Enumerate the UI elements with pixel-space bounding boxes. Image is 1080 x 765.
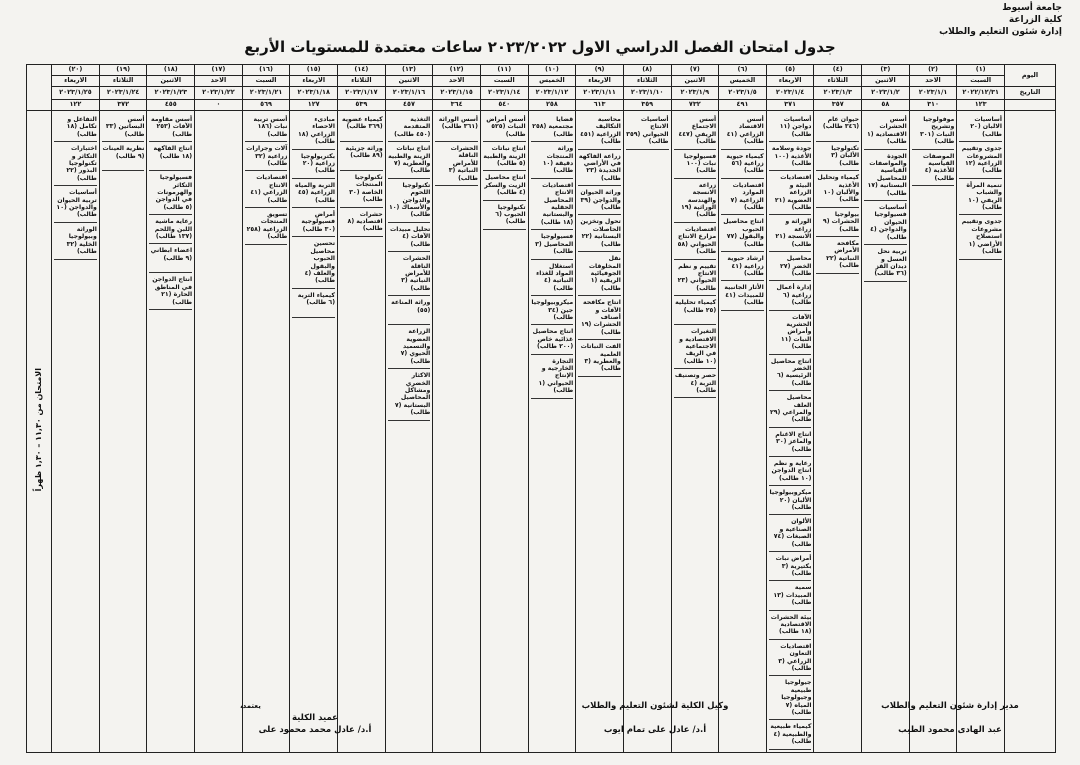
exam-entry: التربة والمياه الزراعية (٤٥ طالب) [292, 179, 335, 208]
exam-entry: أسس مقاومة الآفات (٢٥٣ طالب) [149, 113, 192, 142]
day-number-row [27, 65, 1056, 76]
exam-date: ٢٠٢٣/١/١٤ [480, 87, 528, 100]
date-label [1005, 87, 1056, 100]
day-exams-cell [814, 111, 862, 753]
exam-entry: جودة وسلامة الأغذية (١٠٠ طالب) [769, 142, 812, 171]
exam-date: ٢٠٢٣/١/٢ [862, 87, 910, 100]
page-header [939, 2, 1062, 38]
day-number: (٣) [862, 65, 910, 76]
exam-entry: الوراثة و زراعة الانسجة (٢١ طالب) [769, 215, 812, 252]
exam-date: ٢٠٢٣/١/٢١ [242, 87, 290, 100]
exam-entry: الاكثار الخضري ومشاكل المحاصيل البستانية (٧ طالب) [388, 369, 431, 420]
exam-entry: أسس تربية نبات (١٨٦ طالب) [245, 113, 288, 142]
exam-date: ٢٠٢٣/١/٩ [671, 87, 719, 100]
exam-entry: الآفات الحشرية وأمراض النبات (١١ طالب) [769, 311, 812, 355]
student-count: ٦١٣ [576, 100, 624, 111]
exam-entry: اختبارات التكاثر و تكنولوجيا البذور (٢٢ طالب) [54, 142, 97, 186]
student-count: ٥٨ [862, 100, 910, 111]
weekday-name: الثلاثاء [338, 76, 386, 87]
weekday-name: الثلاثاء [99, 76, 147, 87]
exam-entry: حصر وتصنيف التربة (٤ طالب) [674, 369, 717, 398]
day-exams-cell [385, 111, 433, 753]
exam-entry: انتاج الفاكهة (١٨ طالب) [149, 142, 192, 171]
exam-entry: تكنولوجيا الألبان (٣ طالب) [816, 142, 859, 171]
exam-entry: التغيرات الاقتصادية و الاجتماعية في الريف (١٠ طالب) [674, 325, 717, 369]
exam-entry: أسس الحشرات الاقتصادية (١ طالب) [864, 113, 907, 150]
exam-entry: وراثة جزيئية (٨٩ طالب) [340, 142, 383, 171]
day-number: (٢) [909, 65, 957, 76]
day-exams-cell [671, 111, 719, 753]
weekday-name: الاثنين [671, 76, 719, 87]
exam-entry: قضايا مجتمعية (٢٥٨ طالب) [531, 113, 574, 142]
day-exams-cell [766, 111, 814, 753]
exam-date: ٢٠٢٣/١/٤ [766, 87, 814, 100]
exam-entry: موفولوجيا وتشريح النبات (٣٠١ طالب) [912, 113, 955, 150]
day-number: (١٥) [290, 65, 338, 76]
exam-entry: الحشرات الناقلة للأمراض النباتية (٣ طالب) [435, 142, 478, 186]
exam-date: ٢٠٢٣/١/١٢ [528, 87, 576, 100]
exam-entry: أسس البساتين (٣٣ طالب) [102, 113, 145, 142]
exam-entry: بيئة الحشرات الاقتصادية (١٨ طالب) [769, 611, 812, 640]
exam-date: ٢٠٢٣/١/٣ [814, 87, 862, 100]
exam-entry: تحسين محاصيل الحبوب والبقول والعلف (٤ طالب) [292, 237, 335, 288]
time-column-cell [27, 111, 52, 753]
day-exams-cell [528, 111, 576, 753]
date-label-text: التاريخ [1019, 88, 1041, 97]
exam-entry: الألوان الصناعية و الصبغات (٧٤ طالب) [769, 515, 812, 552]
faculty-name: كلية الزراعة [1008, 15, 1062, 25]
exam-entry: اقتصاديات الانتاج الزراعي (٤١ طالب) [245, 171, 288, 208]
student-count: ٢٥٨ [528, 100, 576, 111]
exam-entry: رعاية و نظم انتاج الدواجن (١٠ طالب) [769, 457, 812, 486]
exam-time-label: الامتحان من ١١,٣٠ – ١,٣٠ ظهراً [34, 368, 44, 492]
weekday-name: الخميس [719, 76, 767, 87]
exam-entry: انتاج نباتات الزينة والطبية والعطرية (٧ طالب) [388, 142, 431, 179]
university-name: جامعة أسيوط [1002, 3, 1062, 13]
exam-entry: انتاج محاصيل الحبوب والبقول (٧٧ طالب) [721, 215, 764, 252]
dean-signature [240, 700, 390, 736]
weekday-name: الثلاثاء [623, 76, 671, 87]
student-count: ١٢٢ [52, 100, 100, 111]
exam-entry: تحليل مبيدات الآفات (٤ طالب) [388, 223, 431, 252]
weekday-name: السبت [242, 76, 290, 87]
day-exams-cell [909, 111, 957, 753]
student-count: ٠ [195, 100, 243, 111]
exam-entry: مبادىء الاحصاء الزراعي (١٨ طالب) [292, 113, 335, 150]
day-number: (١٧) [195, 65, 243, 76]
exam-entry: كيمياء حيوية زراعية (٥٦ طالب) [721, 150, 764, 179]
exam-entry: ارشاد حيوية زراعية (٤١ طالب) [721, 252, 764, 281]
weekday-name: الاربعاء [576, 76, 624, 87]
student-count: ٧٣٢ [671, 100, 719, 111]
exam-entry: أساسيات فسيولوجيا الحيوان والدواجن (٤ طالب) [864, 201, 907, 245]
exam-entry: الأثار الجانبية للمبيدات (٤١ طالب) [721, 281, 764, 310]
exam-entry: اقتصاديات البيئة و الزراعة العضوية (٢١ طالب) [769, 171, 812, 215]
exam-entry: تكنولوجيا المنتجات الخاصة (٣٠ طالب) [340, 171, 383, 208]
day-number: (٩) [576, 65, 624, 76]
student-count: ١٢٣ [957, 100, 1005, 111]
exam-date: ٢٠٢٢/١٢/٣١ [957, 87, 1005, 100]
day-exams-cell [338, 111, 386, 753]
day-exams-cell [147, 111, 195, 753]
exam-entry: وراثة الحيوان والدواجن (٣٩ طالب) [578, 186, 621, 215]
weekday-name: الاحد [909, 76, 957, 87]
weekday-row [27, 76, 1056, 87]
exam-entry: ميكروبيولوجيا الألبان (٢٠ طالب) [769, 486, 812, 515]
day-number: (١٩) [99, 65, 147, 76]
exam-date: ٢٠٢٣/١/١٠ [623, 87, 671, 100]
exam-entry: أسس الوراثة (٣٦١ طالب) [435, 113, 478, 142]
student-count: ٤٥٧ [385, 100, 433, 111]
exam-entry: محاصيل الخضر (٢٧ طالب) [769, 252, 812, 281]
student-count: ٣٧٢ [99, 100, 147, 111]
exam-entry: تحول وتخزين الحاصلات البستانية (٢٢ طالب) [578, 215, 621, 252]
exam-entry: الجودة والمواصفات القياسية للمحاصيل البستانية (١٧ طالب) [864, 150, 907, 201]
day-exams-cell [957, 111, 1005, 753]
student-count-row [27, 100, 1056, 111]
exam-entry: انتاج نباتات الزينة والطبية (٥ طالب) [483, 142, 526, 171]
exam-entry: كيمياء تحليلية (٢٥ طالب) [674, 296, 717, 325]
day-exams-cell [195, 111, 243, 753]
student-count: ٣١٠ [909, 100, 957, 111]
day-number: (١٣) [385, 65, 433, 76]
day-number: (٧) [671, 65, 719, 76]
day-number: (١٨) [147, 65, 195, 76]
exam-entry: الفت النباتات العلمية والعطرية (٣ طالب) [578, 340, 621, 377]
exam-entry: الوراثة وبيولوجيا الخلية (٣٢ طالب) [54, 223, 97, 260]
exam-entry: وراثة المنتجات دقيقة (١٠ طالب) [531, 142, 574, 179]
time-label-cell [1005, 111, 1056, 753]
exam-entry: أساسيات الالبان (٢٠ طالب) [959, 113, 1002, 142]
exam-entry: انتاج محاصيل غذائية خاص (٢٠٠ طالب) [531, 325, 574, 354]
day-label-text: اليوم [1021, 70, 1039, 79]
exam-entry: أساسيات تربية الحيوان والدواجن (١٠ طالب) [54, 186, 97, 223]
student-count: ٥٦٩ [242, 100, 290, 111]
weekday-name: الخميس [528, 76, 576, 87]
day-number: (١٤) [338, 65, 386, 76]
exam-entry: انتاج الاغنام والماعز (٣٠ طالب) [769, 428, 812, 457]
count-label [1005, 100, 1056, 111]
day-number: (١٠) [528, 65, 576, 76]
dean-name: أ.د/ عادل محمد محمود على [258, 725, 372, 735]
manager-signature [835, 700, 1065, 736]
exam-entry: الموصفات القياسية للأغذية (٤ طالب) [912, 150, 955, 187]
day-label [1005, 65, 1056, 87]
exam-entry: نظرية العينات (٩ طالب) [102, 142, 145, 171]
exam-entry: أسس الاقتصاد الزراعي (٤١ طالب) [721, 113, 764, 150]
exam-entry: فسيولوجيا التكاثر والهرمونات في الدواجن (٥ طالب) [149, 171, 192, 215]
day-exams-cell [623, 111, 671, 753]
exam-entry: اقتصاديات الانتاج المحاصيل الحقلية والبستانية (١٨ طالب) [531, 179, 574, 230]
exam-entry: تكنولوجيا اللحوم والدواجن والأسماك (١٠ طالب) [388, 179, 431, 223]
exam-entry: رعاية ماشية اللبن واللحم (١٣٧ طالب) [149, 215, 192, 244]
exam-entry: زراعة الانسجة والهندسة الوراثية (١٩ طالب) [674, 179, 717, 223]
exam-entry: وراثة المناعة (٥٥) [388, 296, 431, 325]
exam-entry: أساسيات الانتاج الحيواني (٣٥٩ طالب) [626, 113, 669, 150]
day-number: (٨) [623, 65, 671, 76]
day-exams-cell [576, 111, 624, 753]
exam-entry: كيمياء وتحليل الأغذية والألبان (١٠ طالب) [816, 171, 859, 208]
exam-date: ٢٠٢٣/١/١٥ [433, 87, 481, 100]
exam-entry: تقييم و نظم الانتاج الحيواني (٢٣ طالب) [674, 260, 717, 297]
weekday-name: الاربعاء [766, 76, 814, 87]
weekday-name: الاثنين [147, 76, 195, 87]
day-exams-cell [862, 111, 910, 753]
day-number: (٦) [719, 65, 767, 76]
department-name: إدارة شئون التعليم والطلاب [939, 27, 1062, 37]
weekday-name: الثلاثاء [814, 76, 862, 87]
student-count: ١٢٧ [290, 100, 338, 111]
weekday-name: السبت [957, 76, 1005, 87]
exam-entry: جيولوجيا طبيعية وجيولوجيا المياه (٧ طالب) [769, 676, 812, 720]
exam-entry: أمراض نبات بكتيرية (٣ طالب) [769, 552, 812, 581]
student-count: ٣٥٩ [623, 100, 671, 111]
exam-entry: تكنولوجيا الحبوب (٦ طالب) [483, 201, 526, 230]
date-row [27, 87, 1056, 100]
exam-entry: اقتصاديات الموارد الزراعية (٧ طالب) [721, 179, 764, 216]
exam-date: ٢٠٢٣/١/١٦ [385, 87, 433, 100]
dean-title: عميد الكلية [292, 713, 338, 723]
exam-entry: تسويق المنتجات الزراعية (٢٥٨ طالب) [245, 208, 288, 245]
exam-entry: حشرات اقتصادية (٨ طالب) [340, 208, 383, 237]
exam-entry: التفاعل و تكامل (١٨ طالب) [54, 113, 97, 142]
day-number: (٥) [766, 65, 814, 76]
exam-entry: تربية نحل العسل و ديدان القز (٣٦ طالب) [864, 245, 907, 282]
day-exams-cell [433, 111, 481, 753]
day-exams-cell [242, 111, 290, 753]
student-count: ٣٦٤ [433, 100, 481, 111]
approved-text: يعتمد، [240, 702, 261, 710]
exam-entry: انتاج محاصيل الزيت والسكر (٤ طالب) [483, 171, 526, 200]
exam-entry: انتاج الدواجن في المناطق الحارة (٢١ طالب) [149, 273, 192, 310]
day-exams-cell [52, 111, 100, 753]
exam-entry: فسيولوجيا نبات (١٠٠ طالب) [674, 150, 717, 179]
student-count: ٣٥٧ [814, 100, 862, 111]
vice-dean-title: وكيل الكلية لشئون التعليم والطلاب [581, 701, 729, 711]
exam-entry: سمية المبيدات (١٣ طالب) [769, 581, 812, 610]
exam-date: ٢٠٢٣/١/٢٣ [147, 87, 195, 100]
student-count: ٥٤٠ [480, 100, 528, 111]
weekday-name: الاحد [433, 76, 481, 87]
exam-entry: فسيولوجيا المحاصيل (٣ طالب) [531, 230, 574, 259]
exam-entry: انتاج محاصيل الخضر الرئيسية (٦ طالب) [769, 355, 812, 392]
exam-entry: إدارة أعمال زراعية (٦ طالب) [769, 281, 812, 310]
weekday-name: الاثنين [862, 76, 910, 87]
student-count: ٣٧١ [766, 100, 814, 111]
exam-entry: بيولوجيا الحشرات (٩ طالب) [816, 208, 859, 237]
exams-row [27, 111, 1056, 753]
exam-entry: التغذية المتقدمة (٤٥٠ طالب) [388, 113, 431, 142]
exam-entry: اقتصاديات التعاون الزراعي (٣ طالب) [769, 640, 812, 677]
exam-entry: كيمياء طبيعية والطبيعية (٤ طالب) [769, 720, 812, 749]
exam-entry: بكتريولوجيا زراعية (٢٠ طالب) [292, 150, 335, 179]
manager-title: مدير إدارة شئون التعليم والطلاب [881, 701, 1019, 711]
day-exams-cell [99, 111, 147, 753]
exam-entry: كيمياء عضوية (٣٦٩ طالب) [340, 113, 383, 142]
exam-entry: اقتصاديات مزارع الانتاج الحيواني (٥٨ طالب) [674, 223, 717, 260]
weekday-name: الاحد [195, 76, 243, 87]
day-exams-cell [719, 111, 767, 753]
exam-date: ٢٠٢٣/١/١ [909, 87, 957, 100]
weekday-name: الاربعاء [52, 76, 100, 87]
exam-entry: مكافحة الأمراض النباتية (٢٢ طالب) [816, 237, 859, 274]
exam-entry: محاسبة التكاليف الزراعية (٤٥١ طالب) [578, 113, 621, 150]
exam-date: ٢٠٢٣/١/٢٥ [52, 87, 100, 100]
exam-date: ٢٠٢٣/١/٥ [719, 87, 767, 100]
page-title: جدول امتحان الفصل الدراسي الاول ٢٠٢٣/٢٠٢٢ ساعات معتمدة للمستويات الأربع [244, 38, 836, 56]
exam-entry: أساسيات دواجن (١١ طالب) [769, 113, 812, 142]
day-number: (٤) [814, 65, 862, 76]
exam-date: ٢٠٢٣/١/١٧ [338, 87, 386, 100]
exam-entry: تنمية المرأة والشباب الريفي (١٠ طالب) [959, 179, 1002, 216]
exam-entry: أسس الاجتماع الريفي (٤٤٧ طالب) [674, 113, 717, 150]
student-count: ٤٩١ [719, 100, 767, 111]
exam-entry: محاصيل العلف والمراعي (٢٩ طالب) [769, 391, 812, 428]
exam-entry: نقل المخلوقات الجوفيائية الريفية (١ طالب) [578, 252, 621, 296]
student-count: ٤٥٥ [147, 100, 195, 111]
day-exams-cell [290, 111, 338, 753]
exam-entry: اعضاء ابطاني (٩ طالب) [149, 244, 192, 273]
exam-entry: انتاج مكافحة الآفات و أصناف الحشرات (١٩ طالب) [578, 296, 621, 340]
day-number: (٢٠) [52, 65, 100, 76]
exam-entry: ميكروبيولوجيا جين (٣٤ طالب) [531, 296, 574, 325]
exam-entry: حيوان عام (٣٤٦ طالب) [816, 113, 859, 142]
exam-schedule-table [26, 64, 1056, 753]
exam-entry: جدوى وتقييم مشروعات استصلاح الأراضي (١ طالب) [959, 215, 1002, 259]
exam-entry: آلات وجرارات زراعية (٣٢ طالب) [245, 142, 288, 171]
exam-entry: التجارة الخارجية و الإنتاج الحيواني (١ طالب) [531, 355, 574, 399]
weekday-name: الاربعاء [290, 76, 338, 87]
exam-entry: استغلال المواد للغذاء النباتية (٤ طالب) [531, 260, 574, 297]
vice-dean-name: أ.د/ عادل على تمام ايوب [603, 725, 707, 735]
vice-dean-signature [540, 700, 770, 736]
day-exams-cell [480, 111, 528, 753]
weekday-name: السبت [480, 76, 528, 87]
day-number: (١٦) [242, 65, 290, 76]
exam-entry: أمراض فسيولوجية (٣٠ طالب) [292, 208, 335, 237]
exam-entry: الزراعة العضوية والتسميد الحيوي (٧ طالب) [388, 325, 431, 369]
weekday-name: الاثنين [385, 76, 433, 87]
manager-name: عبد الهادى محمود الطيب [898, 725, 1002, 735]
exam-entry: جدوى وتقييم المشروعات الزراعية (١٢ طالب) [959, 142, 1002, 179]
exam-date: ٢٠٢٣/١/١١ [576, 87, 624, 100]
day-number: (١١) [480, 65, 528, 76]
exam-entry: الحشرات الناقلة للأمراض النباتية (٣ طالب) [388, 252, 431, 296]
student-count: ٥٣٩ [338, 100, 386, 111]
day-number: (١٢) [433, 65, 481, 76]
exam-entry: أسس أمراض النبات (٥٢٥ طالب) [483, 113, 526, 142]
exam-date: ٢٠٢٣/١/٢٢ [195, 87, 243, 100]
exam-date: ٢٠٢٣/١/٢٤ [99, 87, 147, 100]
exam-entry: كيمياء التربة (٦ طالب) [292, 289, 335, 318]
exam-entry: زراعة الفاكهة في الأراضي الجديدة (٢٣ طالب) [578, 150, 621, 187]
exam-date: ٢٠٢٣/١/١٨ [290, 87, 338, 100]
time-column-header [27, 65, 52, 111]
day-number: (١) [957, 65, 1005, 76]
